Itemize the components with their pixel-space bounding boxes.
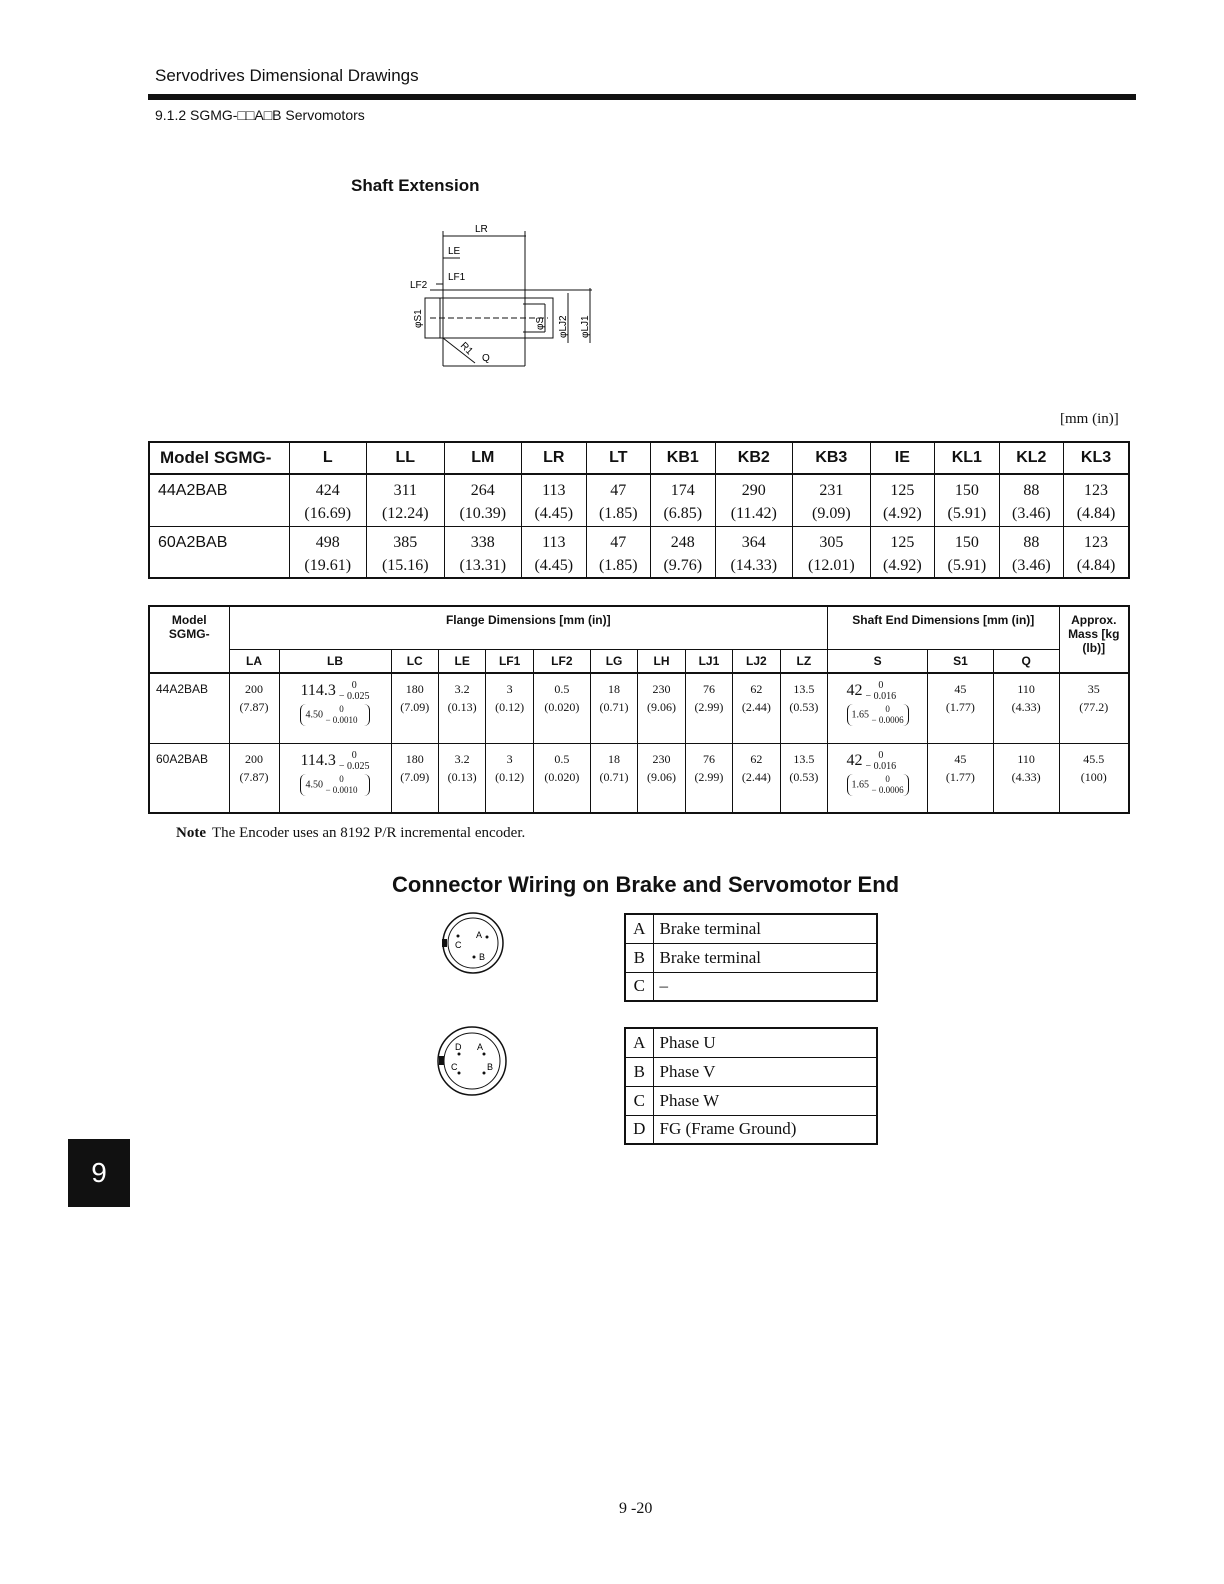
col-lf1: LF1 [486, 649, 533, 673]
flange-header: Flange Dimensions [mm (in)] [229, 606, 828, 649]
signal-cell: Brake terminal [653, 943, 877, 972]
col-s1: S1 [928, 649, 994, 673]
value-cell: 174 (6.85) [651, 474, 716, 526]
signal-cell: FG (Frame Ground) [653, 1115, 877, 1144]
value-cell: 200 (7.87) [229, 743, 279, 813]
brake-pin-b-label: B [479, 952, 486, 962]
col-kl2: KL2 [999, 442, 1064, 474]
col-kl3: KL3 [1064, 442, 1129, 474]
value-cell: 424 (16.69) [289, 474, 367, 526]
pin-cell: A [625, 914, 653, 943]
shaft-header: Shaft End Dimensions [mm (in)] [828, 606, 1059, 649]
value-cell: 200 (7.87) [229, 673, 279, 743]
value-cell: 125 (4.92) [870, 526, 935, 578]
value-cell: 13.5 (0.53) [780, 673, 827, 743]
value-cell: 180 (7.09) [391, 743, 438, 813]
shaft-label-s1: φS1 [413, 309, 424, 328]
tolerance-cell: 42 0 − 0.016 1.65 0 − 0.0006 [828, 673, 928, 743]
pin-cell: B [625, 943, 653, 972]
table-row [625, 1086, 877, 1115]
section-subtitle: 9.1.2 SGMG-□□A□B Servomotors [155, 107, 365, 123]
note-text: The Encoder uses an 8192 P/R incremental encoder. [212, 825, 526, 841]
value-cell: 3 (0.12) [486, 673, 533, 743]
value-cell: 110 (4.33) [993, 673, 1059, 743]
signal-cell: Phase V [653, 1057, 877, 1086]
pin-cell: D [625, 1115, 653, 1144]
col-lb: LB [279, 649, 391, 673]
col-kb2: KB2 [715, 442, 793, 474]
connector-wiring-title: Connector Wiring on Brake and Servomotor End [392, 872, 900, 897]
value-cell: 76 (2.99) [685, 673, 732, 743]
tolerance-cell: 114.3 0 − 0.025 4.50 0 − 0.0010 [279, 673, 391, 743]
col-kb3: KB3 [793, 442, 871, 474]
value-cell: 0.5 (0.020) [533, 743, 590, 813]
col-ll: LL [367, 442, 445, 474]
value-cell: 248 (9.76) [651, 526, 716, 578]
value-cell: 88 (3.46) [999, 526, 1064, 578]
table-row [149, 673, 1129, 743]
pin-cell: B [625, 1057, 653, 1086]
header-rule [148, 94, 1136, 100]
value-cell: 231 (9.09) [793, 474, 871, 526]
table-row [149, 526, 1129, 578]
table-row [625, 1115, 877, 1144]
pin-cell: C [625, 1086, 653, 1115]
tolerance-cell: 42 0 − 0.016 1.65 0 − 0.0006 [828, 743, 928, 813]
signal-cell: Brake terminal [653, 914, 877, 943]
model-cell: 60A2BAB [149, 743, 229, 813]
shaft-label-lr: LR [475, 224, 488, 235]
motor-pin-b-label: B [487, 1062, 494, 1072]
col-lr: LR [522, 442, 587, 474]
pin-cell: C [625, 972, 653, 1001]
encoder-note [176, 825, 525, 842]
tolerance-cell: 114.3 0 − 0.025 4.50 0 − 0.0010 [279, 743, 391, 813]
value-cell: 47 (1.85) [586, 474, 651, 526]
value-cell: 311 (12.24) [367, 474, 445, 526]
shaft-label-lf2: LF2 [410, 280, 428, 291]
col-lf2: LF2 [533, 649, 590, 673]
column-header-row [149, 649, 1129, 673]
value-cell: 113 (4.45) [522, 474, 587, 526]
value-cell: 13.5 (0.53) [780, 743, 827, 813]
value-cell: 3 (0.12) [486, 743, 533, 813]
table-row [625, 1057, 877, 1086]
col-le: LE [438, 649, 485, 673]
value-cell: 110 (4.33) [993, 743, 1059, 813]
value-cell: 385 (15.16) [367, 526, 445, 578]
shaft-label-s: φS [535, 316, 546, 330]
table-row [625, 943, 877, 972]
shaft-label-lj2: φLJ2 [558, 315, 569, 338]
shaft-label-le: LE [448, 246, 461, 257]
signal-cell: – [653, 972, 877, 1001]
value-cell: 180 (7.09) [391, 673, 438, 743]
value-cell: 290 (11.42) [715, 474, 793, 526]
col-model: Model SGMG- [149, 442, 289, 474]
value-cell: 150 (5.91) [935, 526, 1000, 578]
value-cell: 305 (12.01) [793, 526, 871, 578]
col-lz: LZ [780, 649, 827, 673]
col-lj2: LJ2 [733, 649, 780, 673]
table-row [149, 743, 1129, 813]
value-cell: 125 (4.92) [870, 474, 935, 526]
col-lh: LH [638, 649, 685, 673]
value-cell: 76 (2.99) [685, 743, 732, 813]
flange-shaft-table [148, 605, 1130, 814]
value-cell: 230 (9.06) [638, 673, 685, 743]
col-lt: LT [586, 442, 651, 474]
value-cell: 35 (77.2) [1059, 673, 1129, 743]
motor-pin-table [624, 1027, 878, 1145]
value-cell: 498 (19.61) [289, 526, 367, 578]
value-cell: 47 (1.85) [586, 526, 651, 578]
motor-pin-a-label: A [477, 1042, 484, 1052]
col-lg: LG [590, 649, 637, 673]
table-row [625, 972, 877, 1001]
table-row [625, 914, 877, 943]
col-l: L [289, 442, 367, 474]
shaft-label-q: Q [482, 353, 490, 364]
col-s: S [828, 649, 928, 673]
model-header: Model SGMG- [149, 606, 229, 673]
brake-pin-a-label: A [476, 930, 483, 940]
table-row [149, 474, 1129, 526]
brake-connector-icon [436, 912, 510, 974]
col-kb1: KB1 [651, 442, 716, 474]
brake-pin-table [624, 913, 878, 1002]
value-cell: 62 (2.44) [733, 743, 780, 813]
value-cell: 364 (14.33) [715, 526, 793, 578]
signal-cell: Phase W [653, 1086, 877, 1115]
model-cell: 60A2BAB [149, 526, 289, 578]
value-cell: 150 (5.91) [935, 474, 1000, 526]
col-kl1: KL1 [935, 442, 1000, 474]
signal-cell: Phase U [653, 1028, 877, 1057]
value-cell: 45 (1.77) [928, 673, 994, 743]
motor-pin-d-label: D [455, 1042, 462, 1052]
col-q: Q [993, 649, 1059, 673]
value-cell: 123 (4.84) [1064, 474, 1129, 526]
value-cell: 18 (0.71) [590, 743, 637, 813]
value-cell: 45.5 (100) [1059, 743, 1129, 813]
group-header-row [149, 606, 1129, 649]
value-cell: 3.2 (0.13) [438, 673, 485, 743]
value-cell: 113 (4.45) [522, 526, 587, 578]
value-cell: 230 (9.06) [638, 743, 685, 813]
brake-pin-c-label: C [455, 940, 462, 950]
shaft-label-lf1: LF1 [448, 272, 466, 283]
value-cell: 45 (1.77) [928, 743, 994, 813]
shaft-extension-title: Shaft Extension [351, 176, 480, 195]
value-cell: 0.5 (0.020) [533, 673, 590, 743]
page-header-title: Servodrives Dimensional Drawings [155, 66, 419, 85]
shaft-label-lj1: φLJ1 [580, 315, 591, 338]
table-row [625, 1028, 877, 1057]
value-cell: 264 (10.39) [444, 474, 522, 526]
shaft-label-r1: R1 [457, 340, 475, 358]
units-label: [mm (in)] [1060, 411, 1119, 427]
chapter-tab: 9 [68, 1139, 130, 1207]
col-lj1: LJ1 [685, 649, 732, 673]
value-cell: 62 (2.44) [733, 673, 780, 743]
col-lm: LM [444, 442, 522, 474]
col-lc: LC [391, 649, 438, 673]
shaft-extension-drawing [400, 218, 600, 370]
value-cell: 3.2 (0.13) [438, 743, 485, 813]
value-cell: 18 (0.71) [590, 673, 637, 743]
col-la: LA [229, 649, 279, 673]
motor-connector-icon [434, 1026, 510, 1096]
mass-header: Approx. Mass [kg (lb)] [1059, 606, 1129, 673]
value-cell: 123 (4.84) [1064, 526, 1129, 578]
note-label: Note [176, 825, 206, 841]
col-ie: IE [870, 442, 935, 474]
dimensions-table [148, 441, 1130, 579]
table-header-row [149, 442, 1129, 474]
model-cell: 44A2BAB [149, 673, 229, 743]
page-number: 9 -20 [619, 1500, 653, 1517]
pin-cell: A [625, 1028, 653, 1057]
model-cell: 44A2BAB [149, 474, 289, 526]
motor-pin-c-label: C [451, 1062, 458, 1072]
value-cell: 88 (3.46) [999, 474, 1064, 526]
value-cell: 338 (13.31) [444, 526, 522, 578]
